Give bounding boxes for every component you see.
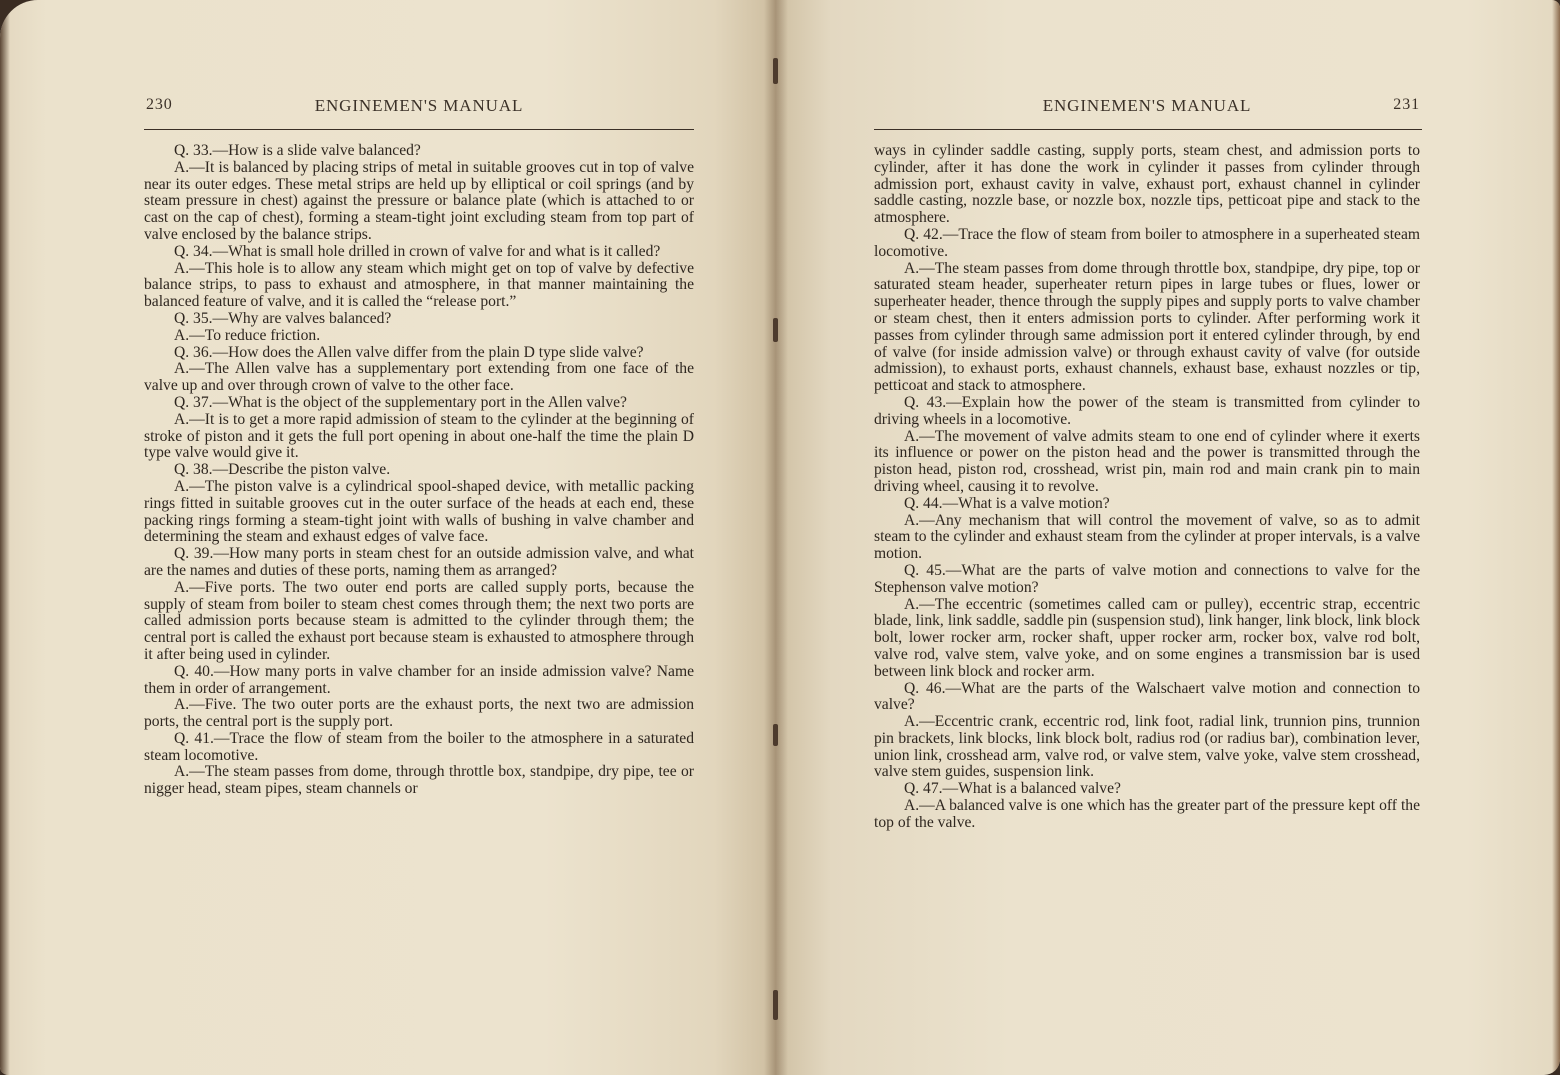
paragraph: ways in cylinder saddle casting, supply ports, steam chest, and admission ports to cylinder, after it has done the work in cylinder it passes from cylinder through admission port, exhaust cavity in valve, exhaust port, exhaust channel in cylinder saddle casting, nozzle base, or nozzle box, nozzle tips, petticoat pipe and stack to the atmosphere. <box>874 142 1420 227</box>
paragraph: Q. 40.—How many ports in valve chamber for an inside admission valve? Name them in order of arrangement. <box>144 662 694 697</box>
paragraph: Q. 37.—What is the object of the supplementary port in the Allen valve? <box>174 393 627 411</box>
binding-stitch <box>773 318 778 342</box>
running-head: ENGINEMEN'S MANUAL <box>314 96 524 115</box>
binding-stitch <box>773 724 778 746</box>
paragraph: A.—The Allen valve has a supplementary port extending from one face of the valve up and over through crown of valve to the other face. <box>144 360 694 395</box>
paragraph: A.—It is balanced by placing strips of metal in suitable grooves cut in top of valve near its outer edges. These metal strips are held up by elliptical or coil springs (and by steam pressure in chest) against the pressure or balance plate (which is attached to or cast on the cap of chest), forming a steam-tight joint excluding steam from top part of valve enclosed by the balance strips. <box>144 158 694 243</box>
paragraph: A.—Five. The two outer ports are the exhaust ports, the next two are admission ports, the central port is the supply port. <box>144 696 694 731</box>
paragraph: A.—The steam passes from dome, through throttle box, standpipe, dry pipe, tee or nigger head, steam pipes, steam channels or <box>144 763 694 798</box>
binding-stitch <box>773 990 778 1020</box>
paragraph: Q. 44.—What is a valve motion? <box>904 494 1110 512</box>
left-page-body <box>144 143 694 798</box>
paragraph: A.—Five ports. The two outer end ports are called supply ports, because the supply of steam from boiler to steam chest comes through them; the next two ports are called admission ports because steam is admitted to the cylinder through them; the central port is called the exhaust port because steam is exhausted to atmosphere through it after being used in cylinder. <box>144 578 694 663</box>
binding-stitch <box>773 58 778 84</box>
paragraph: A.—The eccentric (sometimes called cam or pulley), eccentric strap, eccentric blade, link, link saddle, saddle pin (suspension stud), link hanger, link block, link block bolt, lower rocker arm, rocker shaft, upper rocker arm, rocker box, valve rod bolt, valve rod, valve stem, valve yoke, and on some engines a transmission bar is used between link block and rocker arm. <box>874 595 1420 680</box>
right-page <box>776 0 1560 1075</box>
left-page-header <box>144 96 694 120</box>
paragraph: Q. 33.—How is a slide valve balanced? <box>174 142 421 159</box>
paragraph: Q. 34.—What is small hole drilled in crown of valve for and what is it called? <box>174 242 661 260</box>
paragraph: A.—It is to get a more rapid admission of steam to the cylinder at the beginning of stroke of piston and it gets the full port opening in about one-half the time the plain D type valve would give it. <box>144 410 694 462</box>
paragraph: A.—The piston valve is a cylindrical spool-shaped device, with metallic packing rings fitted in suitable grooves cut in the outer surface of the heads at each end, these packing rings forming a steam-tight joint with walls of bushing in valve chamber and determining the steam and exhaust edges of valve face. <box>144 477 694 546</box>
paragraph: Q. 47.—What is a balanced valve? <box>904 780 1121 798</box>
paragraph: A.—This hole is to allow any steam which might get on top of valve by defective balance strips, to pass to exhaust and atmosphere, in that manner maintaining the balanced feature of valve, and it is called the “release port.” <box>144 259 694 311</box>
paragraph: Q. 41.—Trace the flow of steam from the boiler to the atmosphere in a saturated steam locomotive. <box>144 729 694 764</box>
paragraph: Q. 35.—Why are valves balanced? <box>174 309 392 327</box>
paragraph: A.—The movement of valve admits steam to one end of cylinder where it exerts its influence or power on the piston head and the power is transmitted through the piston head, piston rod, crosshead, wrist pin, main rod and main crank pin to main driving wheel, causing it to revolve. <box>874 427 1420 495</box>
paragraph: A.—A balanced valve is one which has the greater part of the pressure kept off the top of the valve. <box>874 797 1420 831</box>
left-page <box>0 0 776 1075</box>
paragraph: A.—Eccentric crank, eccentric rod, link foot, radial link, trunnion pins, trunnion pin brackets, link blocks, link block bolt, radius rod (or radius bar), combination lever, union link, crosshead arm, valve rod, or valve stem, valve yoke, valve stem crosshead, valve stem guides, suspension link. <box>874 713 1420 781</box>
page-number: 231 <box>1393 96 1420 113</box>
right-page-body <box>874 143 1420 832</box>
paragraph: Q. 38.—Describe the piston valve. <box>174 461 391 479</box>
paragraph: A.—The steam passes from dome through throttle box, standpipe, dry pipe, top or saturated steam header, superheater return pipes in large tubes or flues, lower or superheater header, thence through the supply pipes and supply ports to valve chamber or steam chest, then it enters admission ports to cylinder. After performing work it passes from cylinder through same admission port it entered cylinder through, by end of valve (for inside admission valve) or through exhaust cavity of valve (for outside admission), to exhaust ports, exhaust channels, exhaust base, exhaust nozzles or tip, petticoat and stack to atmosphere. <box>874 259 1420 395</box>
running-head: ENGINEMEN'S MANUAL <box>1042 96 1252 115</box>
paragraph: Q. 45.—What are the parts of valve motion and connections to valve for the Stephenson valve motion? <box>874 561 1420 596</box>
paragraph: Q. 36.—How does the Allen valve differ from the plain D type slide valve? <box>174 343 644 361</box>
book-gutter <box>764 0 788 1075</box>
paragraph: A.—Any mechanism that will control the movement of valve, so as to admit steam to the cylinder and exhaust steam from the cylinder at proper intervals, is a valve motion. <box>874 511 1420 563</box>
header-rule <box>874 129 1422 130</box>
page-number: 230 <box>146 96 173 113</box>
paragraph: Q. 39.—How many ports in steam chest for an outside admission valve, and what are the names and duties of these ports, naming them as arranged? <box>144 545 694 579</box>
paragraph: Q. 46.—What are the parts of the Walschaert valve motion and connection to valve? <box>874 679 1420 714</box>
right-page-header <box>874 96 1420 120</box>
paragraph: A.—To reduce friction. <box>174 326 321 344</box>
paragraph: Q. 42.—Trace the flow of steam from boiler to atmosphere in a superheated steam locomotive. <box>874 225 1420 260</box>
paragraph: Q. 43.—Explain how the power of the steam is transmitted from cylinder to driving wheels in a locomotive. <box>874 393 1420 428</box>
header-rule <box>144 129 694 130</box>
